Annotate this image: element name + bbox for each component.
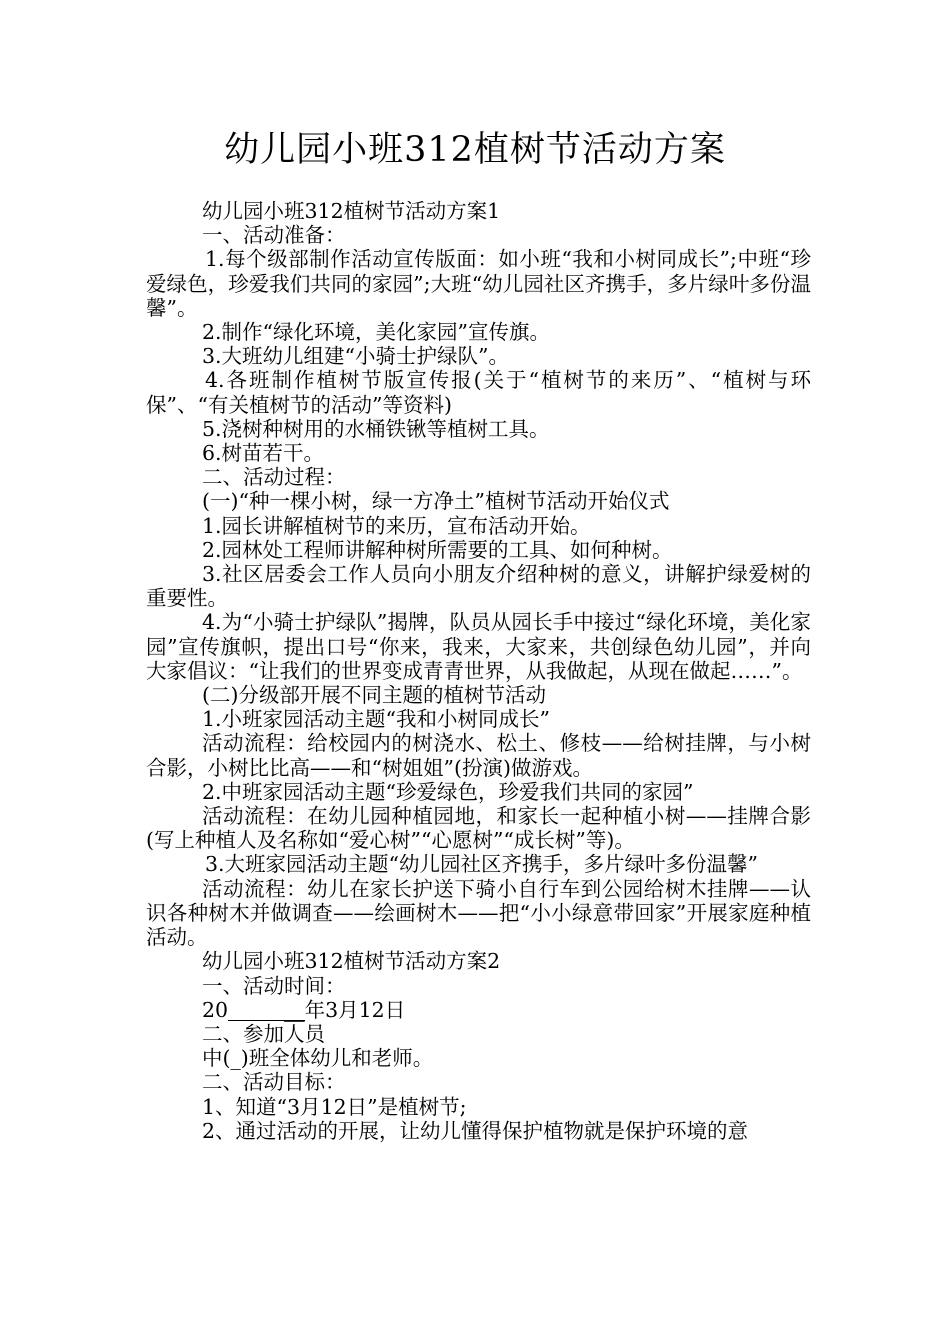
prep-item-2: 2.制作“绿化环境，美化家园”宣传旗。	[202, 320, 551, 345]
part1-heading: (一)“种一棵小树，绿一方净土”植树节活动开始仪式	[202, 489, 670, 514]
goal-item-2: 2、通过活动的开展，让幼儿懂得保护植物就是保护环境的意	[202, 1118, 749, 1143]
document-body	[146, 199, 811, 1143]
part1-item-1: 1.园长讲解植树节的来历，宣布活动开始。	[202, 513, 591, 538]
date-prefix: 20	[202, 997, 229, 1022]
date-blank: __	[228, 1000, 305, 1021]
section-heading: 幼儿园小班312植树节活动方案1	[202, 199, 501, 223]
people-text	[146, 1046, 811, 1070]
people-suffix: 班全体幼儿和老师。	[248, 1046, 434, 1071]
time-heading: 一、活动时间：	[202, 973, 346, 998]
part1-item-2: 2.园林处工程师讲解种树所需要的工具、如何种树。	[202, 537, 673, 562]
part2-item-3: 3.大班家园活动主题“幼儿园社区齐携手，多片绿叶多份温馨”	[205, 852, 759, 877]
section-heading: 幼儿园小班312植树节活动方案2	[202, 949, 501, 974]
part2-heading: (二)分级部开展不同主题的植树节活动	[202, 683, 546, 708]
people-heading: 二、参加人员	[202, 1021, 325, 1046]
part2-item-3-flow: 活动流程：幼儿在家长护送下骑小自行车到公园给树木挂牌——认识各种树木并做调查——绘画树木——把“小小绿意带回家”开展家庭种植活动。	[146, 876, 811, 950]
prep-heading: 一、活动准备：	[202, 223, 346, 248]
part1-item-3: 3.社区居委会工作人员向小朋友介绍种树的意义，讲解护绿爱树的重要性。	[146, 562, 811, 611]
goal-heading: 二、活动目标：	[202, 1070, 346, 1095]
prep-item-1: 1.每个级部制作活动宣传版面：如小班“我和小树同成长”;中班“珍爱绿色，珍爱我们共同的家园”;大班“幼儿园社区齐携手，多片绿叶多份温馨”。	[146, 247, 811, 320]
people-prefix: 中	[202, 1046, 223, 1071]
date-suffix: 年3月12日	[304, 997, 406, 1022]
prep-item-6: 6.树苗若干。	[202, 441, 325, 466]
document-title: 幼儿园小班312植树节活动方案	[224, 130, 726, 170]
activity-date	[146, 998, 811, 1022]
goal-item-1: 1、知道“3月12日”是植树节;	[202, 1094, 467, 1119]
part2-item-2-flow: 活动流程：在幼儿园种植园地，和家长一起种植小树——挂牌合影(写上种植人及名称如“爱心树”“心愿树”“成长树”等)。	[146, 804, 811, 853]
part2-item-1-flow: 活动流程：给校园内的树浇水、松土、修枝——给树挂牌，与小树合影，小树比比高——和“树姐姐”(扮演)做游戏。	[146, 731, 811, 780]
process-heading: 二、活动过程：	[202, 465, 346, 490]
part2-item-1: 1.小班家园活动主题“我和小树同成长”	[202, 707, 551, 732]
people-blank: (_)	[222, 1046, 249, 1071]
prep-item-5: 5.浇树种树用的水桶铁锹等植树工具。	[202, 416, 550, 441]
prep-item-4: 4.各班制作植树节版宣传报(关于“植树节的来历”、“植树与环保”、“有关植树节的活动”等资料)	[146, 368, 811, 417]
prep-item-3: 3.大班幼儿组建“小骑士护绿队”。	[202, 344, 510, 369]
part1-item-4: 4.为“小骑士护绿队”揭牌，队员从园长手中接过“绿化环境，美化家园”宣传旗帜，提出口号“你来，我来，大家来，共创绿色幼儿园”，并向大家倡议：“让我们的世界变成青青世界，从我做起，从现在做起……”。	[146, 610, 811, 683]
part2-item-2: 2.中班家园活动主题“珍爱绿色，珍爱我们共同的家园”	[202, 779, 694, 804]
